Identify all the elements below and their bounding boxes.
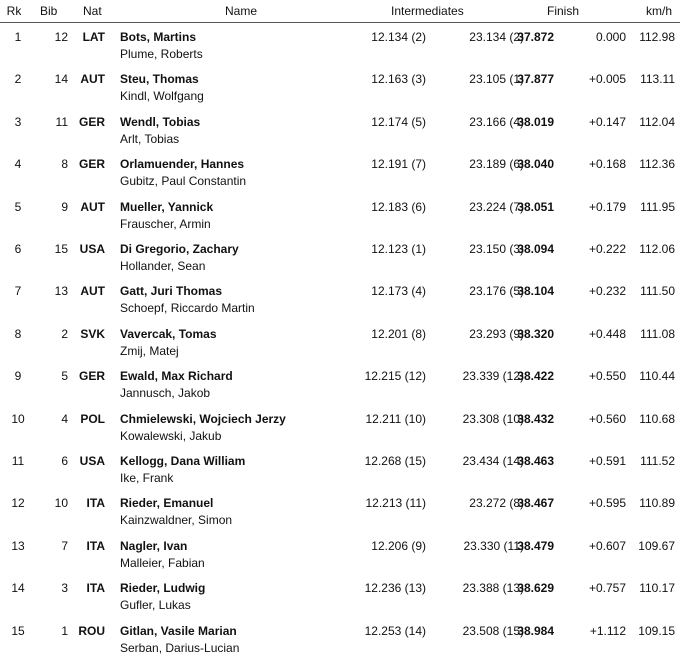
time-behind-cell: +0.168 xyxy=(588,157,626,172)
time-behind-cell: +0.448 xyxy=(588,326,626,341)
athlete-name: Gitlan, Vasile Marian xyxy=(120,623,237,638)
rank-cell: 13 xyxy=(11,538,25,553)
speed-cell: 112.06 xyxy=(639,242,675,256)
nation-cell: SVK xyxy=(80,326,105,341)
athlete-name: Rieder, Ludwig xyxy=(120,581,206,596)
bib-cell: 3 xyxy=(61,581,68,596)
bib-cell: 10 xyxy=(54,496,68,511)
intermediate-2-cell: 23.272 (8) xyxy=(469,496,524,511)
finish-time-cell: 38.104 xyxy=(517,284,554,299)
intermediate-2-cell: 23.308 (10) xyxy=(462,411,524,426)
time-behind-cell: +0.595 xyxy=(588,496,626,511)
intermediate-1-cell: 12.211 (10) xyxy=(365,411,426,426)
rank-cell: 8 xyxy=(14,326,22,341)
nation-cell: POL xyxy=(80,411,105,426)
partner-name: Frauscher, Armin xyxy=(120,216,211,231)
intermediate-1-cell: 12.201 (8) xyxy=(371,326,426,341)
time-behind-cell: 0.000 xyxy=(595,30,626,44)
time-behind-cell: +0.757 xyxy=(588,581,626,596)
rank-cell: 5 xyxy=(14,199,22,214)
table-row xyxy=(0,319,680,361)
table-row xyxy=(0,361,680,403)
table-header xyxy=(0,0,680,23)
speed-cell: 109.15 xyxy=(638,623,675,638)
time-behind-cell: +0.607 xyxy=(588,538,626,553)
nation-cell: ROU xyxy=(78,623,105,638)
nation-cell: ITA xyxy=(86,496,105,511)
header-finish: Finish xyxy=(547,4,580,18)
speed-cell: 112.98 xyxy=(639,30,675,44)
finish-time-cell: 38.040 xyxy=(517,157,554,172)
bib-cell: 5 xyxy=(61,369,68,384)
athlete-name: Orlamuender, Hannes xyxy=(120,157,245,172)
time-behind-cell: +0.560 xyxy=(588,411,626,426)
finish-time-cell: 37.877 xyxy=(517,72,554,87)
intermediate-1-cell: 12.174 (5) xyxy=(371,114,426,129)
rank-cell: 12 xyxy=(11,496,25,511)
table-row xyxy=(0,276,680,318)
header-bib: Bib xyxy=(40,4,58,18)
intermediate-2-cell: 23.134 (2) xyxy=(469,30,524,44)
table-row xyxy=(0,192,680,234)
intermediate-1-cell: 12.163 (3) xyxy=(371,72,426,87)
nation-cell: USA xyxy=(79,454,105,468)
finish-time-cell: 38.629 xyxy=(517,581,554,596)
partner-name: Ike, Frank xyxy=(120,471,174,485)
time-behind-cell: +1.112 xyxy=(589,623,626,638)
speed-cell: 111.50 xyxy=(640,284,675,299)
partner-name: Kainzwaldner, Simon xyxy=(120,513,233,528)
speed-cell: 113.11 xyxy=(640,72,675,87)
header-nat: Nat xyxy=(83,4,102,18)
partner-name: Kindl, Wolfgang xyxy=(120,89,204,104)
speed-cell: 111.08 xyxy=(640,326,675,341)
intermediate-1-cell: 12.123 (1) xyxy=(371,242,426,256)
time-behind-cell: +0.179 xyxy=(588,199,626,214)
finish-time-cell: 38.463 xyxy=(517,454,554,468)
athlete-name: Vavercak, Tomas xyxy=(120,326,217,341)
finish-time-cell: 38.019 xyxy=(517,114,554,129)
nation-cell: AUT xyxy=(80,284,105,299)
table-row xyxy=(0,446,680,488)
intermediate-2-cell: 23.150 (3) xyxy=(469,242,524,256)
speed-cell: 110.44 xyxy=(639,369,675,384)
intermediate-1-cell: 12.268 (15) xyxy=(364,454,426,468)
time-behind-cell: +0.222 xyxy=(588,242,626,256)
partner-name: Gubitz, Paul Constantin xyxy=(120,174,247,189)
athlete-name: Wendl, Tobias xyxy=(120,114,201,129)
rank-cell: 14 xyxy=(11,581,25,596)
rank-cell: 4 xyxy=(14,157,22,172)
intermediate-2-cell: 23.105 (1) xyxy=(469,72,524,87)
rank-cell: 15 xyxy=(11,623,25,638)
intermediate-2-cell: 23.176 (5) xyxy=(469,284,524,299)
intermediate-2-cell: 23.508 (15) xyxy=(462,623,524,638)
partner-name: Schoepf, Riccardo Martin xyxy=(120,301,255,316)
bib-cell: 1 xyxy=(61,623,68,638)
athlete-name: Rieder, Emanuel xyxy=(120,496,214,511)
nation-cell: ITA xyxy=(86,581,105,596)
table-row xyxy=(0,64,680,106)
table-row xyxy=(0,531,680,573)
rank-cell: 1 xyxy=(14,30,22,44)
finish-time-cell: 38.467 xyxy=(517,496,554,511)
finish-time-cell: 38.984 xyxy=(517,623,554,638)
nation-cell: GER xyxy=(78,114,105,129)
intermediate-2-cell: 23.339 (12) xyxy=(462,369,524,384)
nation-cell: LAT xyxy=(82,30,105,44)
rank-cell: 6 xyxy=(14,242,22,256)
partner-name: Zmij, Matej xyxy=(120,343,179,358)
header-intermediates: Intermediates xyxy=(391,4,464,18)
nation-cell: GER xyxy=(78,369,105,384)
intermediate-2-cell: 23.293 (9) xyxy=(469,326,524,341)
header-name: Name xyxy=(225,4,258,18)
table-row xyxy=(0,107,680,149)
nation-cell: GER xyxy=(78,157,105,172)
table-row xyxy=(0,616,680,658)
intermediate-1-cell: 12.134 (2) xyxy=(371,30,426,44)
athlete-name: Gatt, Juri Thomas xyxy=(120,284,223,299)
partner-name: Arlt, Tobias xyxy=(120,131,180,146)
bib-cell: 11 xyxy=(55,114,68,129)
intermediate-2-cell: 23.434 (14) xyxy=(462,454,524,468)
athlete-name: Kellogg, Dana William xyxy=(120,454,246,468)
header-kmh: km/h xyxy=(646,4,673,18)
speed-cell: 111.95 xyxy=(640,199,675,214)
speed-cell: 109.67 xyxy=(638,538,675,553)
rank-cell: 10 xyxy=(11,411,25,426)
speed-cell: 112.36 xyxy=(639,157,675,172)
intermediate-2-cell: 23.166 (4) xyxy=(469,114,524,129)
speed-cell: 110.17 xyxy=(639,581,675,596)
nation-cell: USA xyxy=(79,242,105,256)
time-behind-cell: +0.147 xyxy=(588,114,626,129)
partner-name: Kowalewski, Jakub xyxy=(120,428,222,443)
finish-time-cell: 38.422 xyxy=(517,369,554,384)
finish-time-cell: 38.094 xyxy=(517,242,554,256)
finish-time-cell: 38.479 xyxy=(517,538,554,553)
time-behind-cell: +0.550 xyxy=(588,369,626,384)
intermediate-1-cell: 12.253 (14) xyxy=(364,623,426,638)
table-row xyxy=(0,22,680,64)
athlete-name: Bots, Martins xyxy=(120,30,197,44)
bib-cell: 13 xyxy=(54,284,68,299)
finish-time-cell: 38.320 xyxy=(517,326,554,341)
bib-cell: 8 xyxy=(61,157,68,172)
partner-name: Gufler, Lukas xyxy=(120,598,191,613)
rank-cell: 11 xyxy=(11,454,25,468)
speed-cell: 111.52 xyxy=(640,454,675,468)
table-row xyxy=(0,149,680,191)
intermediate-2-cell: 23.330 (11) xyxy=(463,538,524,553)
table-row xyxy=(0,404,680,446)
intermediate-2-cell: 23.388 (13) xyxy=(462,581,524,596)
table-row xyxy=(0,234,680,276)
bib-cell: 7 xyxy=(61,538,68,553)
nation-cell: AUT xyxy=(80,72,105,87)
speed-cell: 110.68 xyxy=(639,411,675,426)
intermediate-2-cell: 23.189 (6) xyxy=(469,157,524,172)
partner-name: Serban, Darius-Lucian xyxy=(120,640,240,655)
time-behind-cell: +0.591 xyxy=(588,454,626,468)
intermediate-1-cell: 12.213 (11) xyxy=(365,496,426,511)
time-behind-cell: +0.232 xyxy=(588,284,626,299)
partner-name: Hollander, Sean xyxy=(120,259,206,273)
table-row xyxy=(0,488,680,530)
speed-cell: 110.89 xyxy=(639,496,675,511)
finish-time-cell: 37.872 xyxy=(517,30,554,44)
intermediate-2-cell: 23.224 (7) xyxy=(469,199,524,214)
intermediate-1-cell: 12.191 (7) xyxy=(371,157,426,172)
nation-cell: ITA xyxy=(86,538,105,553)
header-rank: Rk xyxy=(6,4,22,18)
finish-time-cell: 38.432 xyxy=(517,411,554,426)
table-row xyxy=(0,573,680,615)
finish-time-cell: 38.051 xyxy=(517,199,554,214)
bib-cell: 2 xyxy=(61,326,68,341)
athlete-name: Nagler, Ivan xyxy=(120,538,188,553)
intermediate-1-cell: 12.206 (9) xyxy=(371,538,426,553)
time-behind-cell: +0.005 xyxy=(588,72,626,87)
athlete-name: Steu, Thomas xyxy=(120,72,199,87)
bib-cell: 15 xyxy=(54,242,68,256)
bib-cell: 6 xyxy=(61,454,68,468)
intermediate-1-cell: 12.173 (4) xyxy=(371,284,426,299)
bib-cell: 12 xyxy=(54,30,68,44)
partner-name: Malleier, Fabian xyxy=(120,555,205,570)
rank-cell: 2 xyxy=(14,72,22,87)
rank-cell: 3 xyxy=(14,114,22,129)
athlete-name: Mueller, Yannick xyxy=(120,199,214,214)
rank-cell: 7 xyxy=(14,284,22,299)
athlete-name: Chmielewski, Wojciech Jerzy xyxy=(120,411,286,426)
intermediate-1-cell: 12.236 (13) xyxy=(364,581,426,596)
intermediate-1-cell: 12.183 (6) xyxy=(371,199,426,214)
partner-name: Jannusch, Jakob xyxy=(120,386,211,401)
rank-cell: 9 xyxy=(14,369,22,384)
bib-cell: 14 xyxy=(54,72,68,87)
athlete-name: Ewald, Max Richard xyxy=(120,369,233,384)
bib-cell: 9 xyxy=(61,199,68,214)
athlete-name: Di Gregorio, Zachary xyxy=(120,242,239,256)
intermediate-1-cell: 12.215 (12) xyxy=(364,369,426,384)
bib-cell: 4 xyxy=(61,411,68,426)
partner-name: Plume, Roberts xyxy=(120,47,203,61)
nation-cell: AUT xyxy=(80,199,105,214)
speed-cell: 112.04 xyxy=(639,114,675,129)
